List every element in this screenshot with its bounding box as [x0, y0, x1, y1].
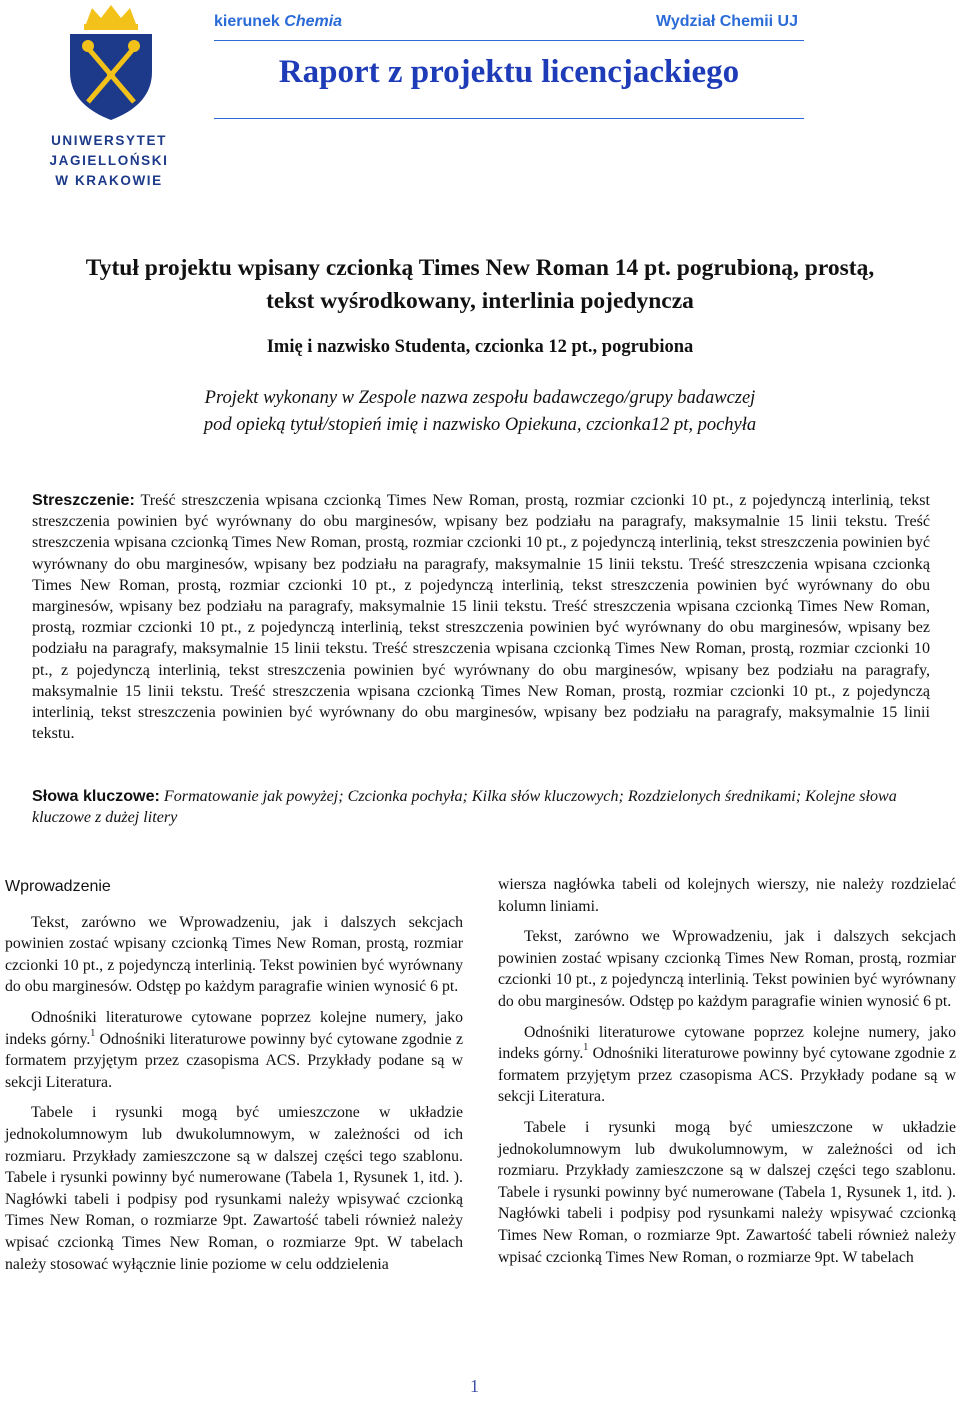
left-paragraph-2	[5, 1007, 463, 1093]
study-program-prefix: kierunek	[214, 13, 280, 30]
supervisor-info	[0, 385, 960, 439]
page-number: 1	[470, 1376, 479, 1396]
university-name-line-1: UNIWERSYTET	[51, 133, 167, 148]
right-paragraph-2-text-a: Odnośniki literaturowe cytowane poprzez kolejne numery, jako indeks górny.	[498, 1023, 956, 1063]
citation-superscript: 1	[90, 1027, 96, 1039]
left-paragraph-2-text-b: Odnośniki literaturowe powinny być cytowane zgodnie z formatem przyjętym przez czasopisma ACS. Przykłady podane są w sekcji Literatura.	[5, 1030, 463, 1091]
study-program	[214, 13, 342, 31]
left-paragraph-1: Tekst, zarówno we Wprowadzeniu, jak i dalszych sekcjach powinien zostać wpisany czcionką Times New Roman, prostą, rozmiar czcionki 10 pt., z pojedynczą interlinią. Tekst powinien być wyrównany do obu marginesów. Odstęp po każdym paragrafie winien wynosić 6 pt.	[5, 913, 463, 996]
right-paragraph-2-text-b: Odnośniki literaturowe powinny być cytowane zgodnie z formatem przyjętym przez czasopisma ACS. Przykłady podane są w sekcji Literatura.	[498, 1045, 956, 1106]
supervisor-line-2: pod opieką tytuł/stopień imię i nazwisko Opiekuna, czcionka12 pt, pochyła	[203, 415, 757, 435]
supervisor-line-1: Projekt wykonany w Zespole nazwa zespołu badawczego/grupy badawczej	[204, 388, 756, 408]
page-header	[0, 0, 960, 200]
left-paragraph-2-text-a: Odnośniki literaturowe cytowane poprzez kolejne numery, jako indeks górny.	[5, 1008, 463, 1048]
keywords-text: Formatowanie jak powyżej; Czcionka pochyła; Kilka słów kluczowych; Rozdzielonych średnikami; Kolejne słowa kluczowe z dużej litery	[32, 788, 897, 827]
abstract-text: Treść streszczenia wpisana czcionką Times New Roman, prostą, rozmiar czcionki 10 pt., z pojedynczą interlinią, tekst streszczenia powinien być wyrównany do obu marginesów, wpisany bez podziału na paragrafy, maksymalnie 15 linii tekstu. Treść streszczenia wpisana czcionką Times New Roman, prostą, rozmiar czcionki 10 pt., z pojedynczą interlinią, tekst streszczenia powinien być wyrównany do obu marginesów, wpisany bez podziału na paragrafy, maksymalnie 15 linii tekstu. Treść streszczenia wpisana czcionką Times New Roman, prostą, rozmiar czcionki 10 pt., z pojedynczą interlinią, tekst streszczenia powinien być wyrównany do obu marginesów, wpisany bez podziału na paragrafy, maksymalnie 15 linii tekstu. Treść streszczenia wpisana czcionką Times New Roman, prostą, rozmiar czcionki 10 pt., z pojedynczą interlinią, tekst streszczenia powinien być wyrównany do obu marginesów, wpisany bez podziału na paragrafy, maksymalnie 15 linii tekstu. Treść streszczenia wpisana czcionką Times New Roman, prostą, rozmiar czcionki 10 pt., z pojedynczą interlinią, tekst streszczenia powinien być wyrównany do obu marginesów, wpisany bez podziału na paragrafy, maksymalnie 15 linii tekstu. Treść streszczenia wpisana czcionką Times New Roman, prostą, rozmiar czcionki 10 pt., z pojedynczą interlinią, tekst streszczenia powinien być wyrównany do obu marginesów, wpisany bez podziału na paragrafy, maksymalnie 15 linii tekstu.	[32, 492, 930, 743]
right-paragraph-2	[498, 1022, 956, 1108]
header-divider-top	[214, 40, 804, 41]
right-column	[498, 874, 956, 1277]
project-title	[0, 252, 960, 318]
abstract	[32, 490, 930, 744]
study-program-name: Chemia	[284, 13, 343, 30]
project-title-line-2: tekst wyśrodkowany, interlinia pojedyncza	[266, 288, 694, 314]
keywords-label: Słowa kluczowe:	[32, 787, 160, 805]
left-paragraph-3: Tabele i rysunki mogą być umieszczone w układzie jednokolumnowym lub dwukolumnowym, w zależności od ich rozmiaru. Przykłady zamieszczone są w dalszej części tego szablonu. Tabele i rysunki powinny być numerowane (Tabela 1, Rysunek 1, itd. ). Nagłówki tabeli i podpisy pod rysunkami należy wpisywać czcionką Times New Roman, o rozmiarze 9pt. Zawartość tabeli również należy wpisać czcionką Times New Roman, o rozmiarze 9pt. W tabelach należy stosować wyłącznie linie poziome w celu oddzielenia	[5, 1104, 463, 1273]
citation-superscript: 1	[583, 1042, 589, 1054]
faculty-name: Wydział Chemii UJ	[656, 13, 798, 30]
student-name: Imię i nazwisko Studenta, czcionka 12 pt., pogrubiona	[266, 337, 694, 357]
university-crest-icon	[58, 2, 164, 122]
right-paragraph-1: Tekst, zarówno we Wprowadzeniu, jak i dalszych sekcjach powinien zostać wpisany czcionką Times New Roman, prostą, rozmiar czcionki 10 pt., z pojedynczą interlinią. Tekst powinien być wyrównany do obu marginesów. Odstęp po każdym paragrafie winien wynosić 6 pt.	[498, 928, 956, 1010]
abstract-label: Streszczenie:	[32, 491, 135, 509]
keywords	[32, 786, 930, 828]
header-divider-bottom	[214, 118, 804, 119]
right-paragraph-continued: wiersza nagłówka tabeli od kolejnych wierszy, nie należy rozdzielać kolumn liniami.	[498, 876, 956, 915]
project-title-line-1: Tytuł projektu wpisany czcionką Times New Roman 14 pt. pogrubioną, prostą,	[85, 255, 875, 281]
university-name	[44, 131, 174, 191]
right-paragraph-3: Tabele i rysunki mogą być umieszczone w układzie jednokolumnowym lub dwukolumnowym, w zależności od ich rozmiaru. Przykłady zamieszczone są w dalszej części tego szablonu. Tabele i rysunki powinny być numerowane (Tabela 1, Rysunek 1, itd. ). Nagłówki tabeli i podpisy pod rysunkami należy wpisywać czcionką Times New Roman, o rozmiarze 9pt. Zawartość tabeli również należy wpisać czcionką Times New Roman, o rozmiarze 9pt. W tabelach	[498, 1118, 956, 1266]
report-title: Raport z projektu licencjackiego	[278, 54, 740, 90]
section-heading-introduction: Wprowadzenie	[5, 878, 111, 895]
university-name-line-3: W KRAKOWIE	[55, 173, 163, 188]
university-name-line-2: JAGIELLOŃSKI	[49, 153, 169, 168]
left-column	[5, 872, 463, 1284]
